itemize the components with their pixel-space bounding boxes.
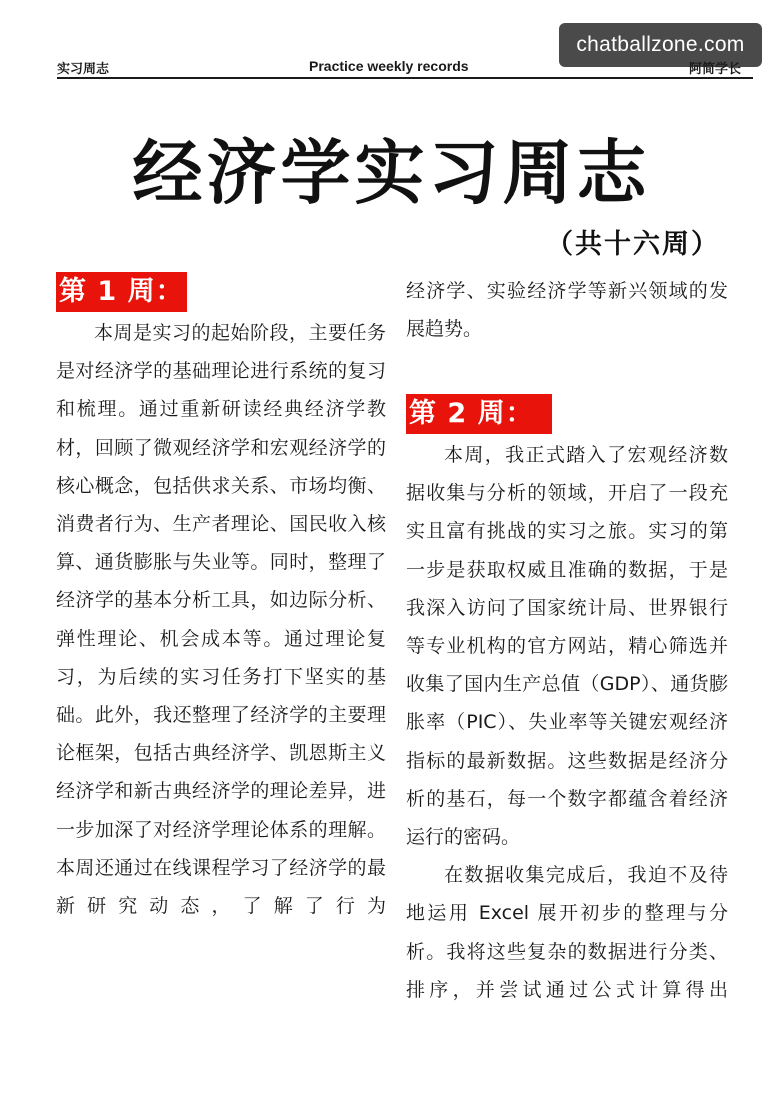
week-2-paragraph-1: 本周，我正式踏入了宏观经济数据收集与分析的领域，开启了一段充实且富有挑战的实习之旅。实习的第一步是获取权威且准确的数据，于是我深入访问了国家统计局、世界银行等专业机构的官方网站，精心筛选并收集了国内生产总值（GDP）、通货膨胀率（PIC）、失业率等关键宏观经济指标的最新数据。这些数据是经济分析的基石，每一个数字都蕴含着经济运行的密码。 xyxy=(406,444,728,849)
watermark: chatballzone.com xyxy=(559,23,762,67)
week-1-paragraph: 本周是实习的起始阶段，主要任务是对经济学的基础理论进行系统的复习和梳理。通过重新研读经典经济学教材，回顾了微观经济学和宏观经济学的核心概念，包括供求关系、市场均衡、消费者行为、生产者理论、国民收入核算、通货膨胀与失业等。同时，整理了经济学的基本分析工具，如边际分析、弹性理论、机会成本等。通过理论复习，为后续的实习任务打下坚实的基础。此外，我还整理了经济学的主要理论框架，包括古典经济学、凯恩斯主义经济学和新古典经济学的理论差异，进一步加深了对经济学理论体系的理解。本周还通过在线课程学习了经济学的最新研究动态，了解了行为 xyxy=(56,322,386,918)
week-1-paragraph-continued: 经济学、实验经济学等新兴领域的发展趋势。 xyxy=(406,280,728,341)
header-left-text: 实习周志 xyxy=(57,62,110,77)
week-1-continuation xyxy=(406,272,728,348)
header-center-text: Practice weekly records xyxy=(309,58,469,74)
week-1-label: 第 1 周： xyxy=(56,272,187,312)
week-1-body xyxy=(56,314,386,925)
page-title: 经济学实习周志 xyxy=(132,132,651,214)
header-right-text: 阿简学长 xyxy=(688,62,741,77)
week-2-label: 第 2 周： xyxy=(406,394,552,434)
page-subtitle: （共十六周） xyxy=(546,229,720,260)
week-2-body xyxy=(406,436,728,1009)
week-2-paragraph-2: 在数据收集完成后，我迫不及待地运用 Excel 展开初步的整理与分析。我将这些复杂的数据进行分类、排序，并尝试通过公式计算得出 xyxy=(406,864,728,1001)
page-header xyxy=(57,57,753,79)
